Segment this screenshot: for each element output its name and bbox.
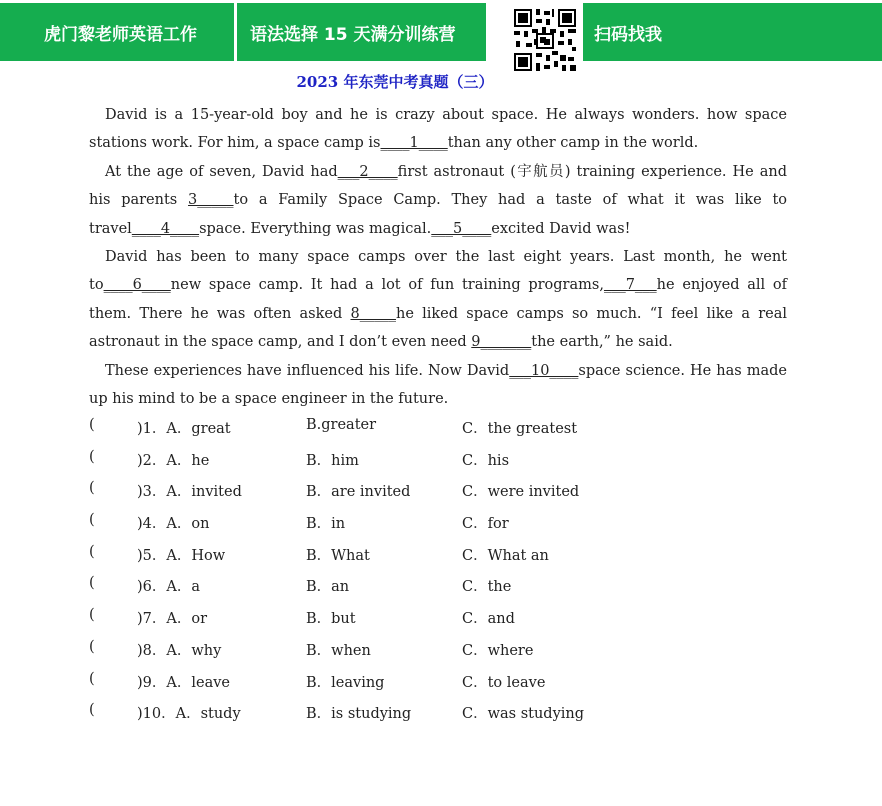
passage-text: These experiences have influenced his life. Now David (105, 362, 510, 379)
qr-code-icon (512, 7, 578, 73)
option-a: )10．A．study (137, 706, 241, 723)
banner-scan-text: 扫码找我 (594, 24, 662, 45)
passage-text: space. Everything was magical. (199, 220, 432, 237)
blank-6: ____6____ (103, 277, 171, 294)
option-c: C．What an (462, 547, 549, 564)
option-a: )4．A．on (137, 516, 210, 533)
option-b: B．an (306, 579, 350, 596)
option-c: C．and (462, 611, 515, 628)
paragraph-4 (89, 357, 787, 414)
question-row (89, 605, 789, 637)
passage-text: David has been to many space camps over the last eight years. Last month, he went to (89, 249, 787, 294)
banner-scan (583, 3, 882, 61)
answer-bracket[interactable]: ( (89, 638, 95, 655)
option-c: C．the (462, 579, 512, 596)
answer-bracket[interactable]: ( (89, 543, 95, 560)
question-row (89, 415, 789, 447)
answer-bracket[interactable]: ( (89, 607, 95, 624)
passage-text: he enjoyed all of them. There he was often asked (89, 277, 787, 322)
option-c: C．the greatest (462, 421, 578, 437)
blank-2: ___2____ (337, 163, 398, 180)
passage-text: new space camp. It had a lot of fun training programs, (170, 277, 604, 294)
option-b: B．is studying (306, 706, 412, 723)
option-b: B．are invited (306, 484, 411, 501)
option-b: B．but (306, 611, 356, 628)
passage-text: first astronaut (宇航员) training experience. He and his parents (89, 163, 787, 209)
passage-text: David is a 15-year-old boy and he is crazy about space. He always wonders. how space stations work. For him, a space camp is (89, 107, 787, 152)
paragraph-3 (89, 243, 787, 357)
option-b: B．in (306, 516, 346, 533)
blank-7: ___7___ (603, 277, 657, 294)
answer-bracket[interactable]: ( (89, 448, 95, 465)
blank-8: 8_____ (350, 305, 396, 322)
answer-bracket[interactable]: ( (89, 575, 95, 592)
option-a: )3．A．invited (137, 484, 242, 501)
blank-5: ___5____ (431, 220, 492, 237)
option-a: )6．A．a (137, 579, 200, 596)
option-b: B．him (306, 452, 359, 469)
banner-camp-text: 语法选择 15 天满分训练营 (250, 24, 456, 45)
question-row (89, 700, 789, 732)
question-row (89, 510, 789, 542)
blank-9: 9_______ (471, 334, 532, 351)
question-row (89, 447, 789, 479)
banner-camp (237, 3, 486, 61)
paragraph-2 (89, 158, 787, 243)
answer-bracket[interactable]: ( (89, 480, 95, 497)
question-row (89, 637, 789, 669)
banner-teacher (0, 3, 234, 61)
option-a: )7．A．or (137, 611, 208, 628)
answer-bracket[interactable]: ( (89, 702, 95, 719)
question-row (89, 542, 789, 574)
paragraph-1 (89, 101, 787, 158)
option-a: )1．A．great (137, 421, 231, 437)
option-c: C．where (462, 642, 534, 659)
option-c: C．to leave (462, 674, 546, 691)
passage-text: space science. He has made up his mind to be a space engineer in the future. (89, 362, 787, 408)
option-a: )9．A．leave (137, 674, 230, 691)
option-c: C．were invited (462, 484, 580, 501)
blank-1: ____1____ (380, 135, 448, 152)
passage-text: he liked space camps so much. “I feel like a real astronaut in the space camp, and I don’t even need (89, 305, 787, 351)
question-row (89, 573, 789, 605)
blank-10: ___10____ (509, 362, 579, 379)
option-c: C．his (462, 452, 510, 469)
answer-bracket[interactable]: ( (89, 417, 95, 433)
blank-3: 3_____ (188, 192, 234, 209)
passage-text: excited David was! (491, 220, 631, 237)
passage-text: At the age of seven, David had (105, 163, 338, 180)
answer-bracket[interactable]: ( (89, 670, 95, 687)
banner-teacher-text: 虎门黎老师英语工作 (44, 24, 197, 45)
question-list (89, 415, 789, 732)
option-b: B．What (306, 547, 370, 564)
passage-text: the earth,” he said. (531, 334, 673, 351)
passage (89, 101, 787, 413)
blank-4: ____4____ (131, 220, 200, 237)
option-a: )2．A．he (137, 452, 210, 469)
page-title: 2023 年东莞中考真题（三） (296, 73, 494, 91)
question-row (89, 669, 789, 701)
option-c: C．was studying (462, 706, 585, 723)
passage-text: to a Family Space Camp. They had a taste of what it was like to travel (89, 192, 787, 237)
question-row (89, 478, 789, 510)
option-a: )8．A．why (137, 642, 222, 659)
option-a: )5．A．How (137, 547, 226, 564)
option-b: B．leaving (306, 674, 385, 691)
option-c: C．for (462, 516, 509, 533)
answer-bracket[interactable]: ( (89, 512, 95, 529)
option-b: B．when (306, 642, 371, 659)
passage-text: than any other camp in the world. (447, 135, 699, 152)
option-b: B.greater (306, 417, 377, 433)
